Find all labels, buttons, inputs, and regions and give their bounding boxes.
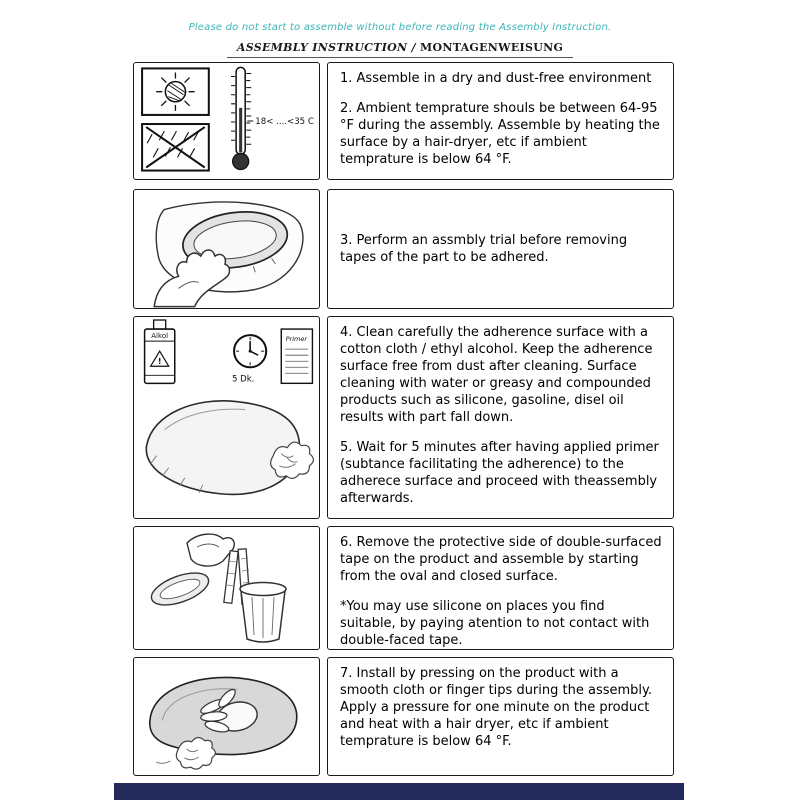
product-pad-icon (147, 567, 212, 612)
instruction-row-3 (133, 316, 674, 519)
illustration-box-cleaning (133, 316, 320, 519)
instruction-paragraph: *You may use silicone on places you find suitable, by paying atention to not contact with double-faced tape. (340, 599, 650, 649)
instruction-paragraph: 7. Install by pressing on the product with a smooth cloth or finger tips during the assembly. Apply a pressure for one minute on the product and heat with a hair dryer, etc if ambient temprature is below 64 °F. (340, 666, 652, 750)
illustration-box-press (133, 657, 320, 776)
instruction-text-2 (327, 189, 674, 309)
instruction-paragraph: 5. Wait for 5 minutes after having applied primer (subtance facilitating the adherence) to the adherece surface and proceed with theassembly afterwards. (340, 440, 659, 507)
illustration-box-tape (133, 526, 320, 650)
footer-bar (114, 783, 684, 800)
instruction-paragraph: 2. Ambient temprature shouls be between 64-95 °F during the assembly. Assemble by heating the surface by a hair-dryer, etc if ambient temprature is below 64 °F. (340, 101, 660, 168)
alcohol-label: Alkol (151, 331, 169, 341)
press-install-illustration (134, 658, 319, 775)
instruction-text-3 (327, 316, 674, 519)
climate-illustration (134, 63, 319, 179)
instruction-paragraph: 6. Remove the protective side of double-surfaced tape on the product and assemble by starting from the oval and closed surface. (340, 535, 662, 585)
instruction-text-1 (327, 62, 674, 180)
sun-icon (142, 68, 209, 115)
tape-removal-illustration (134, 527, 319, 649)
instruction-text-4 (327, 526, 674, 650)
primer-label: Primer (285, 335, 308, 344)
clock-icon (234, 335, 266, 367)
alcohol-bottle-icon (145, 320, 175, 383)
page-title-text (227, 41, 573, 58)
page-title (0, 36, 800, 58)
instruction-row-2 (133, 189, 674, 309)
instruction-row-1 (133, 62, 674, 180)
no-moisture-icon (142, 124, 209, 171)
instruction-row-5 (133, 657, 674, 776)
hand-icon (187, 534, 234, 566)
page-title-german: MONTAGENWEISUNG (420, 41, 564, 54)
illustration-box-climate (133, 62, 320, 180)
mirror-part-icon (146, 401, 299, 495)
header-notice: Please do not start to assemble without before reading the Assembly Instruction. (188, 22, 612, 33)
warning-exclamation: ! (157, 357, 162, 367)
temperature-range-label: 18< ....<35 C (255, 117, 314, 128)
clock-duration-label: 5 Dk. (232, 374, 255, 385)
instruction-paragraph: 1. Assemble in a dry and dust-free environment (340, 71, 652, 86)
cleaning-illustration (134, 317, 319, 518)
instruction-paragraph: 3. Perform an assmbly trial before removing tapes of the part to be adhered. (340, 233, 628, 266)
trash-can-icon (240, 583, 286, 643)
illustration-box-trial (133, 189, 320, 309)
thermometer-icon (231, 67, 253, 169)
instruction-text-5 (327, 657, 674, 776)
instruction-paragraph: 4. Clean carefully the adherence surface with a cotton cloth / ethyl alcohol. Keep the adherence surface free from dust after cleaning. Surface cleaning with water or greasy and compounded products such as silicone, gasoline, disel oil results with part fall down. (340, 325, 653, 426)
instruction-row-4 (133, 526, 674, 650)
page-title-english: ASSEMBLY INSTRUCTION / (236, 41, 416, 54)
assembly-trial-illustration (134, 190, 319, 308)
